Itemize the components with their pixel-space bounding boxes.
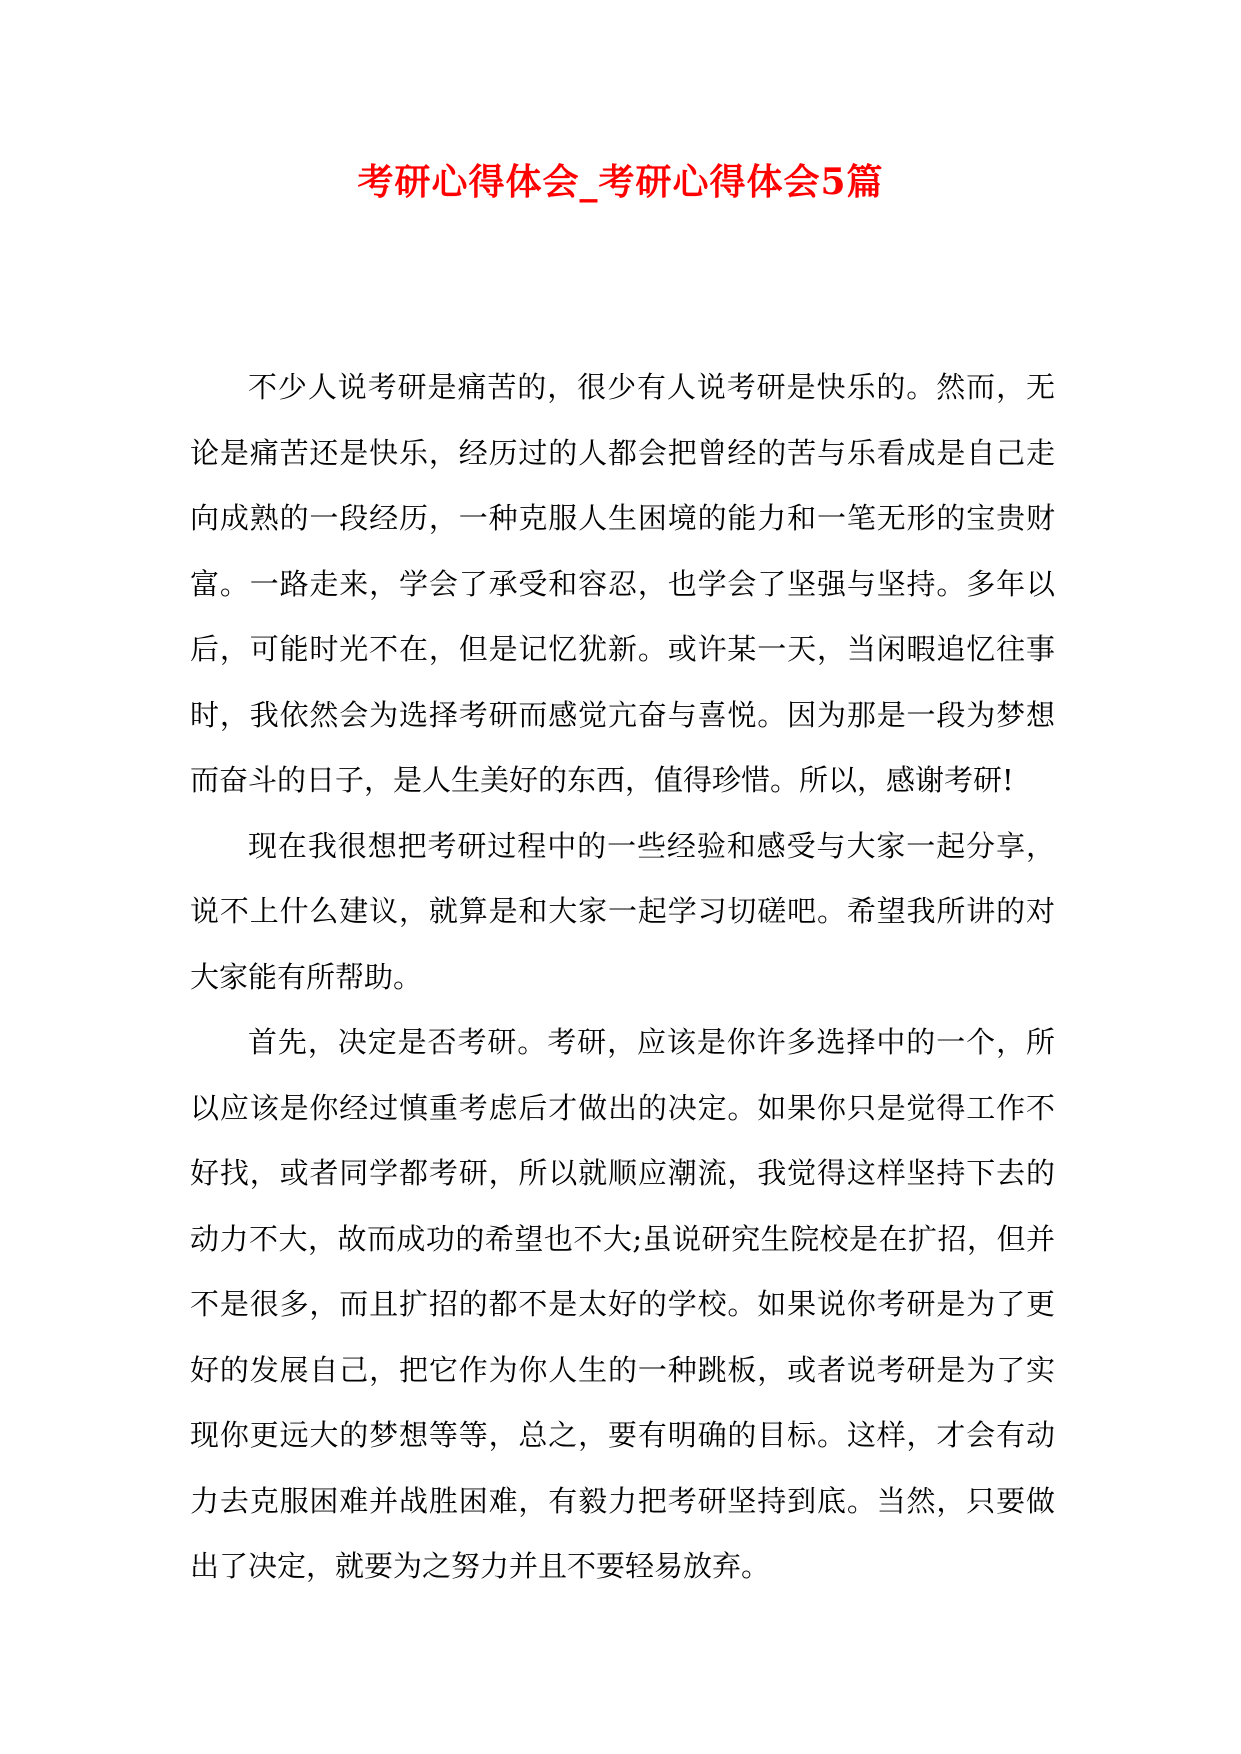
paragraph-1: 不少人说考研是痛苦的，很少有人说考研是快乐的。然而，无论是痛苦还是快乐，经历过的人都会把曾经的苦与乐看成是自己走向成熟的一段经历，一种克服人生困境的能力和一笔无形的宝贵财富。一路走来，学会了承受和容忍，也学会了坚强与坚持。多年以后，可能时光不在，但是记忆犹新。或许某一天，当闲暇追忆往事时，我依然会为选择考研而感觉亢奋与喜悦。因为那是一段为梦想而奋斗的日子，是人生美好的东西，值得珍惜。所以，感谢考研! bbox=[190, 370, 1055, 797]
document-title: 考研心得体会_考研心得体会5篇 bbox=[357, 161, 884, 203]
paragraph-3: 首先，决定是否考研。考研，应该是你许多选择中的一个，所以应该是你经过慎重考虑后才做出的决定。如果你只是觉得工作不好找，或者同学都考研，所以就顺应潮流，我觉得这样坚持下去的动力不大，故而成功的希望也不大;虽说研究生院校是在扩招，但并不是很多，而且扩招的都不是太好的学校。如果说你考研是为了更好的发展自己，把它作为你人生的一种跳板，或者说考研是为了实现你更远大的梦想等等，总之，要有明确的目标。这样，才会有动力去克服困难并战胜困难，有毅力把考研坚持到底。当然，只要做出了决定，就要为之努力并且不要轻易放弃。 bbox=[190, 1025, 1055, 1583]
document-body bbox=[190, 355, 1055, 1600]
paragraph-2: 现在我很想把考研过程中的一些经验和感受与大家一起分享，说不上什么建议，就算是和大家一起学习切磋吧。希望我所讲的对大家能有所帮助。 bbox=[190, 828, 1055, 994]
